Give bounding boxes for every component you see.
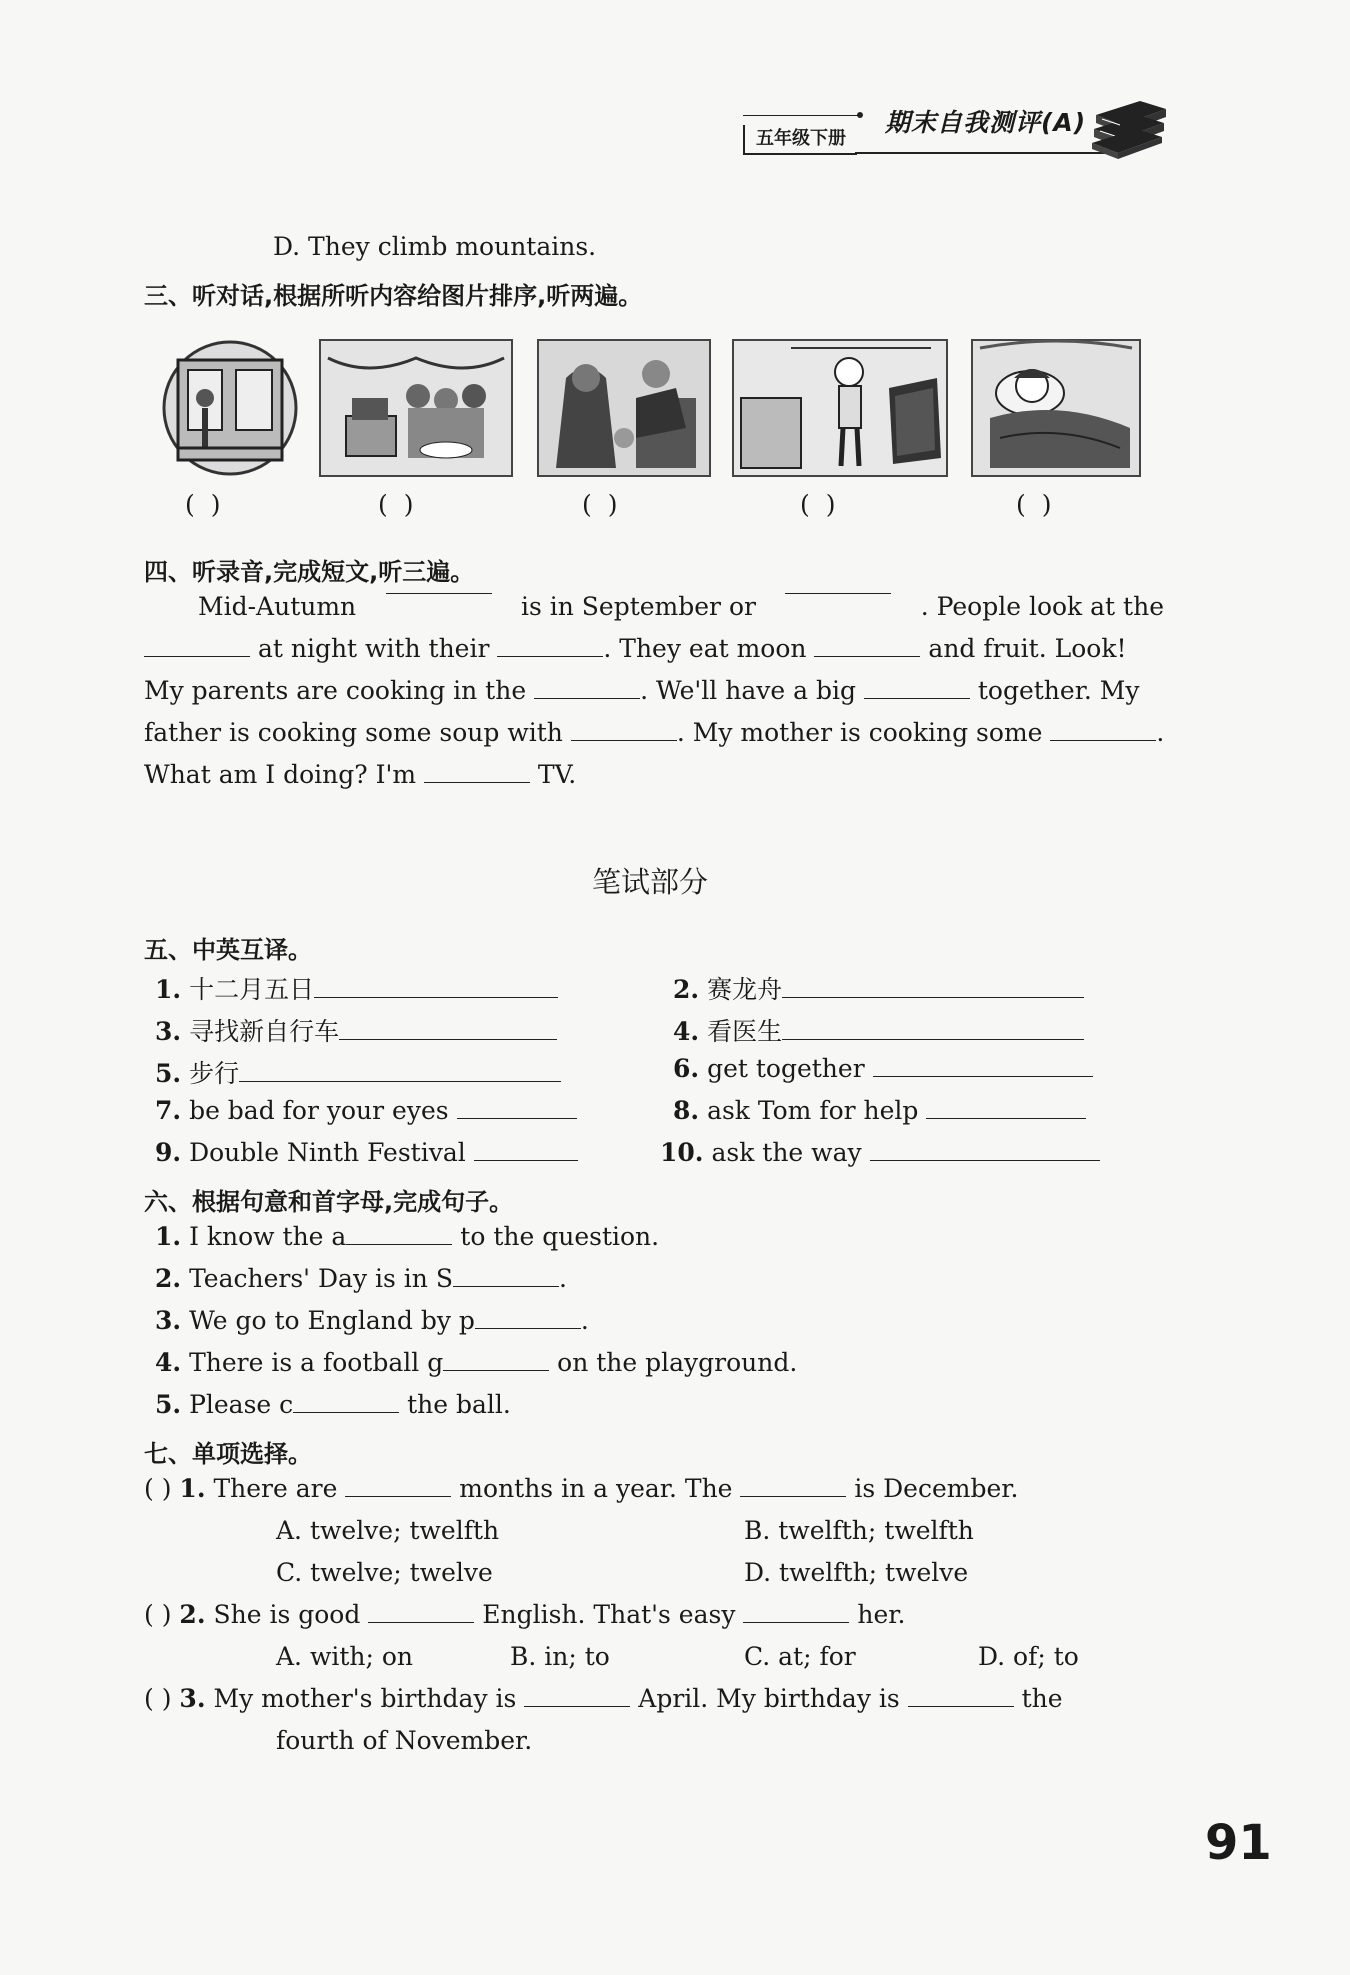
item-number: 1.	[155, 975, 182, 1004]
answer-blank[interactable]	[293, 1411, 399, 1413]
item-number: 4.	[673, 1017, 700, 1046]
passage-text: . My mother is cooking some	[676, 718, 1051, 747]
section3-title: 三、听对话,根据所听内容给图片排序,听两遍。	[144, 282, 643, 310]
question-text: months in a year. The	[451, 1474, 741, 1503]
passage-line-3	[144, 676, 1140, 705]
translation-item-3	[155, 1012, 557, 1048]
item-number: 1.	[179, 1474, 206, 1503]
item-text: Teachers' Day is in S	[189, 1264, 453, 1293]
item-text: 看医生	[707, 1017, 783, 1046]
item-number: 8.	[673, 1096, 700, 1125]
section7-title: 七、单项选择。	[144, 1440, 312, 1468]
answer-blank[interactable]	[346, 1243, 452, 1245]
passage-blank[interactable]	[814, 655, 920, 657]
item-number: 4.	[155, 1348, 182, 1377]
question-text: is December.	[846, 1474, 1019, 1503]
picture-4-answer[interactable]: ( )	[800, 490, 840, 519]
translation-item-10	[660, 1138, 1100, 1167]
translation-item-5	[155, 1054, 561, 1090]
option-a[interactable]: A. with; on	[276, 1642, 414, 1671]
answer-blank[interactable]	[740, 1495, 846, 1497]
item-text: 步行	[189, 1059, 240, 1088]
item-number: 9.	[155, 1138, 182, 1167]
completion-item-3	[155, 1306, 589, 1335]
passage-blank[interactable]	[497, 655, 603, 657]
item-text: ask the way	[711, 1138, 862, 1167]
answer-paren[interactable]: ( )	[144, 1600, 172, 1629]
exam-title: 期末自我测评(A)	[885, 108, 1087, 137]
question-text: the	[1013, 1684, 1063, 1713]
answer-blank[interactable]	[908, 1705, 1014, 1707]
option-b[interactable]: B. in; to	[510, 1642, 610, 1671]
question-text: My mother's birthday is	[213, 1684, 525, 1713]
passage-text: together. My	[969, 676, 1140, 705]
item-text: I know the a	[189, 1222, 347, 1251]
passage-blank[interactable]	[144, 655, 250, 657]
item-number: 5.	[155, 1390, 182, 1419]
mc-question-1	[144, 1474, 1018, 1503]
translation-item-2	[673, 970, 1084, 1006]
passage-blank[interactable]	[1050, 739, 1156, 741]
passage-blank[interactable]	[424, 781, 530, 783]
question-text: There are	[213, 1474, 346, 1503]
translation-item-8	[673, 1096, 1086, 1125]
item-number: 2.	[673, 975, 700, 1004]
item-text: Please c	[189, 1390, 294, 1419]
answer-blank[interactable]	[524, 1705, 630, 1707]
passage-blank[interactable]	[864, 697, 970, 699]
answer-blank[interactable]	[339, 1038, 557, 1040]
item-number: 1.	[155, 1222, 182, 1251]
written-part-title: 笔试部分	[591, 865, 708, 899]
answer-blank[interactable]	[782, 1038, 1084, 1040]
answer-blank[interactable]	[743, 1621, 849, 1623]
completion-item-1	[155, 1222, 659, 1251]
translation-item-9	[155, 1138, 578, 1167]
boy-watching-tv-picture	[731, 338, 949, 478]
sick-girl-in-bed-picture	[970, 338, 1142, 478]
picture-1-answer[interactable]: ( )	[185, 490, 225, 519]
answer-paren[interactable]: ( )	[144, 1474, 172, 1503]
item-number: 2.	[179, 1600, 206, 1629]
passage-text: .	[1156, 718, 1165, 747]
header-rule	[855, 152, 1105, 154]
passage-text: What am I doing? I'm	[144, 760, 424, 789]
previous-option-d: D. They climb mountains.	[273, 232, 597, 261]
passage-blank[interactable]	[785, 592, 891, 594]
passage-line-2	[144, 634, 1164, 663]
answer-blank[interactable]	[453, 1285, 559, 1287]
item-text: Double Ninth Festival	[189, 1138, 466, 1167]
passage-text: My parents are cooking in the	[144, 676, 535, 705]
item-text: 十二月五日	[189, 975, 315, 1004]
item-text: There is a football g	[189, 1348, 444, 1377]
translation-item-1	[155, 970, 558, 1006]
picture-3-answer[interactable]: ( )	[582, 490, 622, 519]
item-number: 3.	[179, 1684, 206, 1713]
item-text: 寻找新自行车	[189, 1017, 340, 1046]
header-dot	[857, 112, 863, 118]
picture-5-answer[interactable]: ( )	[1016, 490, 1056, 519]
question-text: April. My birthday is	[630, 1684, 908, 1713]
item-number: 7.	[155, 1096, 182, 1125]
option-d[interactable]: D. twelfth; twelve	[744, 1558, 969, 1587]
item-number: 10.	[660, 1138, 704, 1167]
passage-text: Mid-Autumn	[198, 592, 357, 621]
answer-blank[interactable]	[457, 1117, 577, 1119]
passage-text: . We'll have a big	[640, 676, 864, 705]
answer-blank[interactable]	[239, 1080, 561, 1082]
page-header	[735, 95, 1165, 165]
answer-blank[interactable]	[443, 1369, 549, 1371]
passage-text: . They eat moon	[603, 634, 815, 663]
answer-paren[interactable]: ( )	[144, 1684, 172, 1713]
mc-question-3	[144, 1684, 1063, 1713]
option-a[interactable]: A. twelve; twelfth	[276, 1516, 500, 1545]
item-text: get together	[707, 1054, 865, 1083]
option-c[interactable]: C. twelve; twelve	[276, 1558, 493, 1587]
question-text: English. That's easy	[474, 1600, 744, 1629]
books-icon	[1090, 95, 1170, 161]
passage-text: and fruit. Look!	[920, 634, 1127, 663]
passage-line-1	[198, 592, 1164, 621]
answer-blank[interactable]	[926, 1117, 1086, 1119]
question-text: She is good	[213, 1600, 369, 1629]
item-number: 3.	[155, 1017, 182, 1046]
item-number: 5.	[155, 1059, 182, 1088]
answer-blank[interactable]	[870, 1159, 1100, 1161]
completion-item-5	[155, 1390, 511, 1419]
passage-text: at night with their	[250, 634, 498, 663]
translation-item-6	[673, 1054, 1093, 1083]
option-c[interactable]: C. at; for	[744, 1642, 856, 1671]
answer-blank[interactable]	[474, 1159, 578, 1161]
translation-item-7	[155, 1096, 577, 1125]
item-text: .	[580, 1306, 589, 1335]
grade-label: 五年级下册	[743, 125, 857, 155]
picture-2-answer[interactable]: ( )	[378, 490, 418, 519]
answer-blank[interactable]	[368, 1621, 474, 1623]
item-number: 3.	[155, 1306, 182, 1335]
item-text: .	[558, 1264, 567, 1293]
answer-blank[interactable]	[782, 996, 1084, 998]
completion-item-4	[155, 1348, 797, 1377]
question-text: her.	[849, 1600, 906, 1629]
item-text: to the question.	[452, 1222, 660, 1251]
translation-item-4	[673, 1012, 1084, 1048]
section5-title: 五、中英互译。	[144, 936, 312, 964]
answer-blank[interactable]	[475, 1327, 581, 1329]
passage-line-4	[144, 718, 1164, 747]
section6-title: 六、根据句意和首字母,完成句子。	[144, 1188, 514, 1216]
section4-title: 四、听录音,完成短文,听三遍。	[144, 558, 475, 586]
header-rule-top	[743, 115, 859, 116]
option-d[interactable]: D. of; to	[978, 1642, 1079, 1671]
family-gathering-picture	[536, 338, 712, 478]
page-number: 91	[1205, 1815, 1272, 1871]
question-text-continued: fourth of November.	[276, 1726, 533, 1755]
completion-item-2	[155, 1264, 567, 1293]
item-text: ask Tom for help	[707, 1096, 919, 1125]
passage-text: TV.	[529, 760, 577, 789]
item-text: on the playground.	[549, 1348, 798, 1377]
mc-question-2	[144, 1600, 905, 1629]
passage-blank[interactable]	[386, 592, 492, 594]
passage-text: is in September or	[520, 592, 756, 621]
item-number: 2.	[155, 1264, 182, 1293]
option-b[interactable]: B. twelfth; twelfth	[744, 1516, 974, 1545]
answer-blank[interactable]	[873, 1075, 1093, 1077]
passage-text: father is cooking some soup with	[144, 718, 571, 747]
item-text: be bad for your eyes	[189, 1096, 449, 1125]
passage-blank[interactable]	[571, 739, 677, 741]
subway-train-picture	[160, 338, 300, 478]
passage-line-5	[144, 760, 576, 789]
answer-blank[interactable]	[345, 1495, 451, 1497]
birthday-party-picture	[318, 338, 514, 478]
item-number: 6.	[673, 1054, 700, 1083]
item-text: the ball.	[399, 1390, 511, 1419]
item-text: We go to England by p	[189, 1306, 475, 1335]
passage-blank[interactable]	[534, 697, 640, 699]
passage-text: . People look at the	[920, 592, 1164, 621]
answer-blank[interactable]	[314, 996, 558, 998]
item-text: 赛龙舟	[707, 975, 783, 1004]
